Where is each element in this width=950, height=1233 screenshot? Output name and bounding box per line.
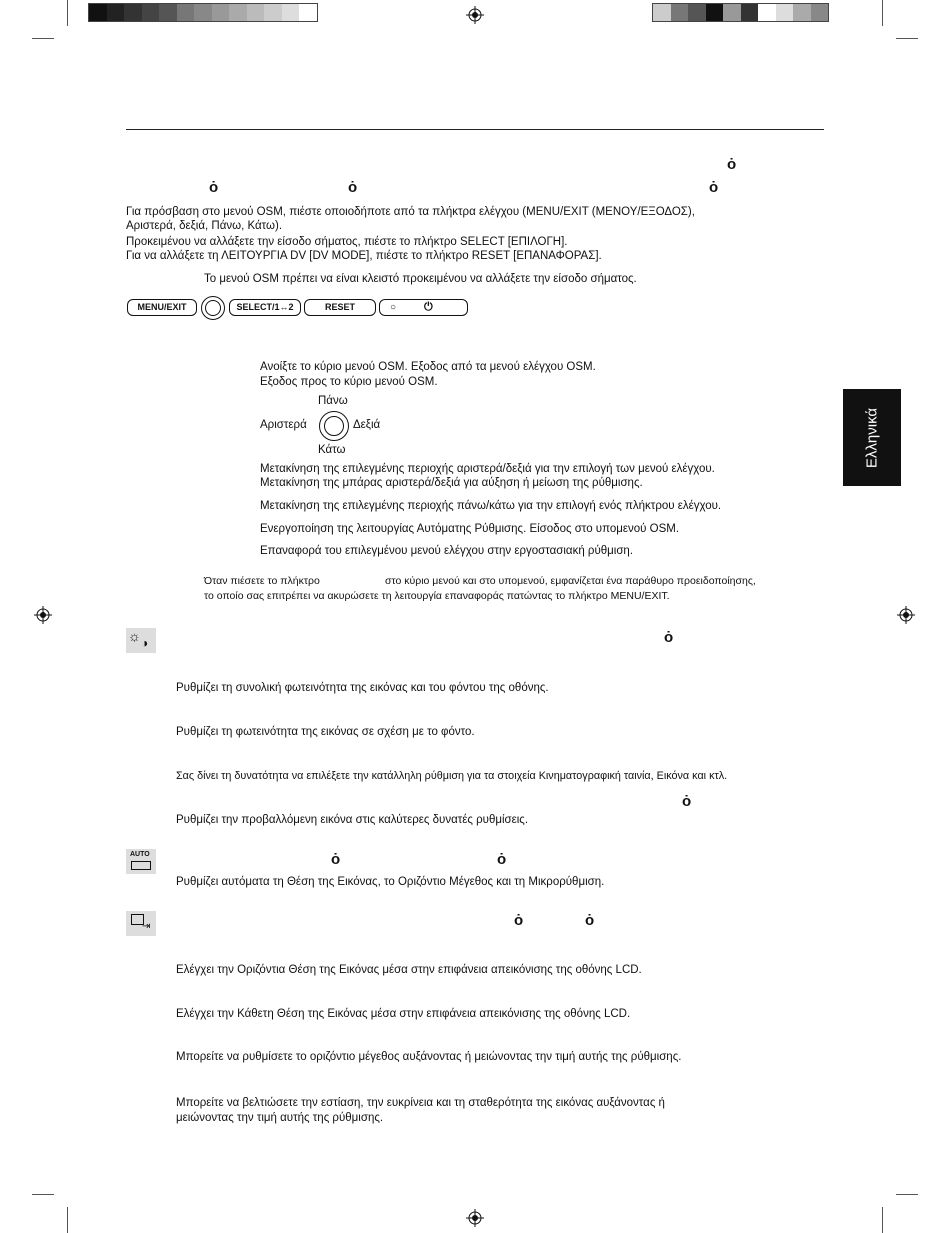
registration-mark-right [897,606,915,624]
led-icon: ○ [390,302,397,313]
direction-pad-center [205,300,221,316]
intro-line: Αριστερά, δεξιά, Πάνω, Κάτω). [126,220,283,232]
color-swatch [671,4,689,21]
direction-pad[interactable] [201,296,225,320]
select-desc: Ενεργοποίηση της λειτουργίας Αυτόματης Ρύθμισης. Είσοδος στο υπομενού OSM. [260,523,680,535]
color-swatch [299,4,317,21]
crop-mark [896,38,918,39]
menu-exit-button[interactable]: MENU/EXIT [127,299,197,316]
position-icon [126,911,156,936]
intro-line: Για πρόσβαση στο μενού OSM, πιέστε οποιοδήποτε από τα πλήκτρα ελέγχου (MENU/EXIT (ΜΕΝΟΥ/ΕΞΟΔΟΣ), [126,206,695,218]
registration-mark-top [466,6,484,24]
ud-desc: Μετακίνηση της επιλεγμένης περιοχής πάνω/κάτω για την επιλογή ενός πλήκτρου ελέγχου. [260,500,722,512]
color-swatch [653,4,671,21]
intro-note: Το μενού OSM πρέπει να είναι κλειστό προκειμένου να αλλάξετε την είσοδο σήματος. [204,273,637,285]
fine-desc: Μπορείτε να βελτιώσετε την εστίαση, την ευκρίνεια και τη σταθερότητα της εικόνας αυξάνοντας ή [176,1097,665,1109]
brightness-desc: Ρυθμίζει τη συνολική φωτεινότητα της εικόνας και του φόντου της οθόνης. [176,682,549,694]
heading-glyph: ȯ [709,179,719,196]
color-swatch [706,4,724,21]
auto-adjust-icon [126,849,156,874]
color-swatch [177,4,195,21]
label-up: Πάνω [318,395,348,407]
color-swatch [212,4,230,21]
hsize-desc: Μπορείτε να ρυθμίσετε το οριζόντιο μέγεθος αυξάνοντας ή μειώνοντας την τιμή αυτής της ρύθμισης. [176,1051,682,1063]
menu-desc: Ανοίξτε το κύριο μενού OSM. Εξοδος από τα μενού ελέγχου OSM. [260,361,596,373]
header-rule [126,129,824,130]
crop-mark [32,38,54,39]
color-swatch [723,4,741,21]
auto-desc: Ρυθμίζει την προβαλλόμενη εικόνα στις καλύτερες δυνατές ρυθμίσεις. [176,814,529,826]
color-swatch [142,4,160,21]
contrast-desc: Ρυθμίζει τη φωτεινότητα της εικόνας σε σχέση με το φόντο. [176,726,475,738]
direction-pad-diagram-center [324,416,344,436]
sun-icon: ☼ [128,628,141,644]
heading-glyph: ȯ [348,179,358,196]
brightness-contrast-icon [126,628,156,653]
crop-mark [896,1194,918,1195]
menu-desc: Εξοδος προς το κύριο μενού OSM. [260,376,438,388]
label-left: Αριστερά [260,419,307,431]
power-panel [379,299,468,316]
lr-desc: Μετακίνηση της μπάρας αριστερά/δεξιά για αύξηση ή μείωση της ρύθμισης. [260,477,643,489]
crop-mark [882,0,883,26]
heading-glyph: ȯ [331,851,341,868]
heading-glyph: ȯ [497,851,507,868]
reset-note: Όταν πιέσετε το πλήκτρο [204,575,320,587]
registration-mark-bottom [466,1209,484,1227]
crop-mark [67,1207,68,1233]
color-swatch [793,4,811,21]
color-swatch [107,4,125,21]
color-swatch [229,4,247,21]
heading-glyph: ȯ [209,179,219,196]
color-swatch [811,4,829,21]
color-swatch [688,4,706,21]
lr-desc: Μετακίνηση της επιλεγμένης περιοχής αριστερά/δεξιά για την επιλογή των μενού ελέγχου. [260,463,715,475]
heading-glyph: ȯ [585,912,595,929]
dv-desc: Σας δίνει τη δυνατότητα να επιλέξετε την κατάλληλη ρύθμιση για τα στοιχεία Κινηματογραφική ταινία, Εικόνα και κτλ. [176,770,728,782]
reset-note: το οποίο σας επιτρέπει να ακυρώσετε τη λειτουργία επαναφοράς πατώντας το πλήκτρο MENU/EXIT. [204,590,670,602]
crop-mark [882,1207,883,1233]
color-swatch [741,4,759,21]
color-swatch [282,4,300,21]
select-button[interactable]: SELECT/1↔2 [229,299,301,316]
color-swatch [776,4,794,21]
reset-button[interactable]: RESET [304,299,376,316]
heading-glyph: ȯ [727,156,737,173]
vpos-desc: Ελέγχει την Κάθετη Θέση της Εικόνας μέσα στην επιφάνεια απεικόνισης της οθόνης LCD. [176,1008,631,1020]
control-button-bar [127,299,469,316]
color-swatch [247,4,265,21]
color-strip-left [88,3,318,22]
color-swatch [89,4,107,21]
hpos-desc: Ελέγχει την Οριζόντια Θέση της Εικόνας μέσα στην επιφάνεια απεικόνισης της οθόνης LCD. [176,964,642,976]
half-circle-icon: ◑ [141,636,149,650]
color-strip-right [652,3,829,22]
color-swatch [264,4,282,21]
color-swatch [159,4,177,21]
crop-mark [67,0,68,26]
crop-mark [32,1194,54,1195]
language-tab: Ελληνικά [843,389,901,486]
fine-desc: μειώνοντας την τιμή αυτής της ρύθμισης. [176,1112,384,1124]
power-icon[interactable]: ⏻ [424,301,433,313]
intro-line: Προκειμένου να αλλάξετε την είσοδο σήματος, πιέστε το πλήκτρο SELECT [ΕΠΙΛΟΓΗ]. [126,236,568,248]
auto-icon-label: AUTO [130,851,150,858]
label-down: Κάτω [318,444,346,456]
reset-desc: Επαναφορά του επιλεγμένου μενού ελέγχου στην εργοστασιακή ρύθμιση. [260,545,634,557]
reset-note: στο κύριο μενού και στο υπομενού, εμφανίζεται ένα παράθυρο προειδοποίησης, [385,575,756,587]
color-swatch [758,4,776,21]
color-swatch [124,4,142,21]
label-right: Δεξιά [353,419,381,431]
intro-line: Για να αλλάξετε τη ΛΕΙΤΟΥΡΓΙΑ DV [DV MODE], πιέστε το πλήκτρο RESET [ΕΠΑΝΑΦΟΡΑΣ]. [126,250,602,262]
registration-mark-left [34,606,52,624]
heading-glyph: ȯ [514,912,524,929]
autoadj-desc: Ρυθμίζει αυτόματα τη Θέση της Εικόνας, το Οριζόντιο Μέγεθος και τη Μικρορύθμιση. [176,876,605,888]
color-swatch [194,4,212,21]
heading-glyph: ȯ [664,629,674,646]
direction-pad-diagram [319,411,349,441]
auto-icon-frame [131,861,151,870]
heading-glyph: ȯ [682,793,692,810]
arrow-icon: ⇥ [142,921,151,932]
